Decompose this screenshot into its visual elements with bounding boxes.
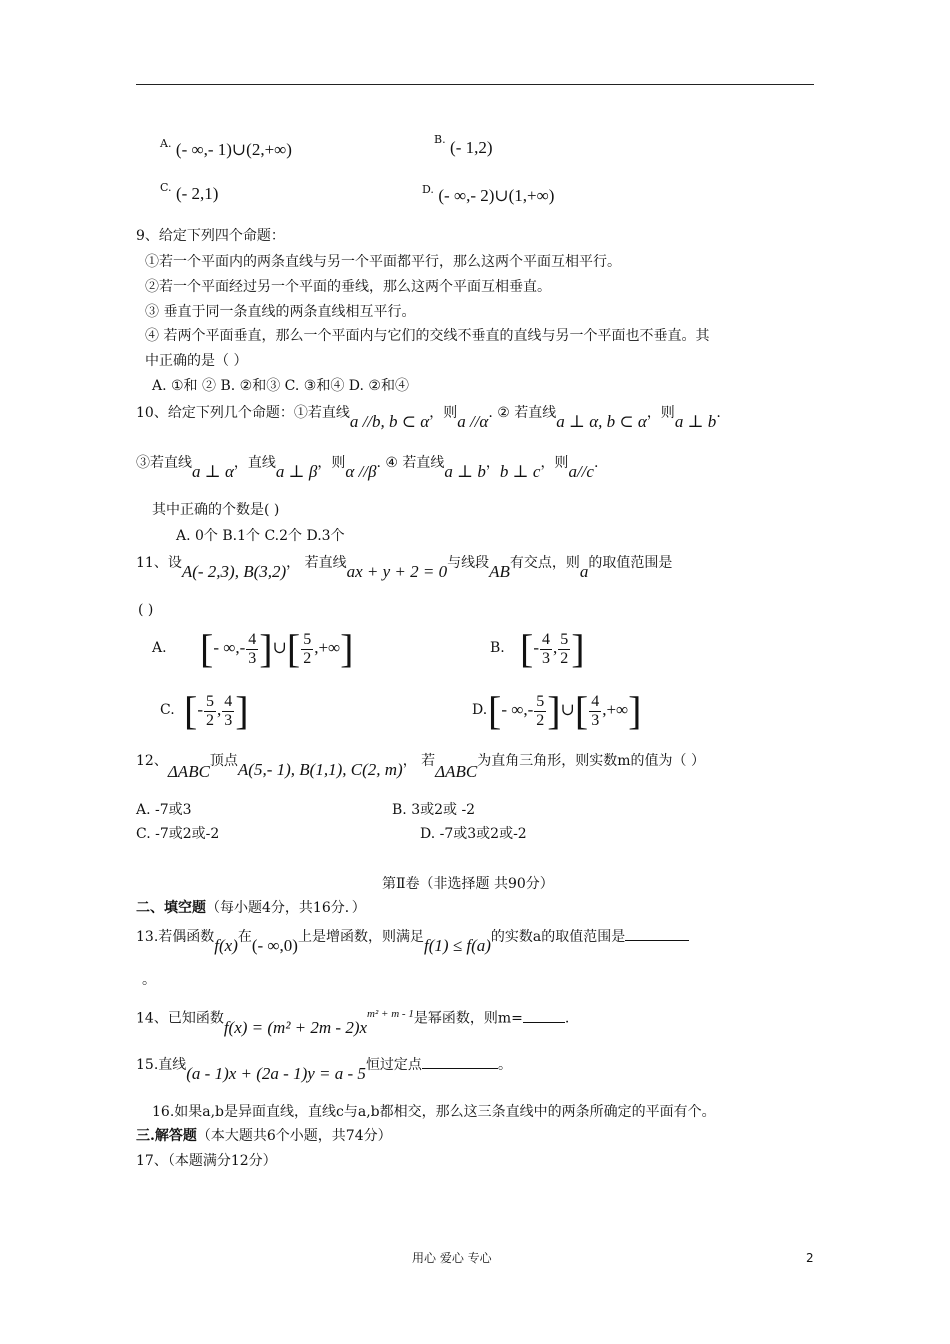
answer-blank[interactable] xyxy=(523,1022,565,1023)
q11-option-a-label: A. xyxy=(152,640,167,656)
page-number: 2 xyxy=(806,1251,814,1265)
q14: 14、已知函数$f(x) = (m^2 + 2m - 2)x^{m^2 + m - 1}$是幂函数，则m= . xyxy=(136,1008,570,1037)
q13-end: 。 xyxy=(142,972,156,988)
q11-stem: 11、设A(- 2,3), B(3,2)， 若直线ax + y + 2 = 0与线段AB有交点，则a的取值范围是 xyxy=(136,555,673,581)
q9-stem: 9、给定下列四个命题： xyxy=(136,228,285,244)
q12-option-c: C. -7或2或-2 xyxy=(136,826,220,842)
q8-option-b: $^{B.}$ (- 1,2) xyxy=(434,133,493,157)
q9-proposition-4-cont: 中正确的是（ ） xyxy=(145,353,248,369)
q11-paren: ( ) xyxy=(138,602,154,618)
answer-blank[interactable] xyxy=(422,1068,498,1069)
q10-line-2: ③若直线a ⊥ α，直线a ⊥ β，则α //β. ④ 若直线a ⊥ b，b ⊥ c，则a//c. xyxy=(136,455,599,481)
q9-options: A. ①和 ② B. ②和③ C. ③和④ D. ②和④ xyxy=(152,378,409,394)
q12-option-b: B. 3或2或 -2 xyxy=(392,802,476,818)
q15: 15.直线(a - 1)x + (2a - 1)y = a - 5恒过定点 。 xyxy=(136,1057,512,1083)
q12-option-d: D. -7或3或2或-2 xyxy=(420,826,527,842)
q11-option-b-label: B. xyxy=(490,640,505,656)
part2-title: 第Ⅱ卷（非选择题 共90分） xyxy=(382,876,554,892)
q11-option-b: [- $\frac{4}{3}$ , $\frac{5}{2}$ ] xyxy=(520,626,585,671)
q11-option-d: [- ∞,- $\frac{5}{2}$ ]∪[ $\frac{4}{3}$ ,+∞] xyxy=(488,688,642,733)
q10-line-1: 10、给定下列几个命题：①若直线a //b, b ⊂ α，则a //α. ② 若直线a ⊥ α, b ⊂ α，则a ⊥ b. xyxy=(136,405,721,431)
q9-proposition-1: ①若一个平面内的两条直线与另一个平面都平行，那么这两个平面互相平行。 xyxy=(145,254,621,270)
q8-option-d: $^{D.}$ (- ∞,- 2)∪(1,+∞) xyxy=(422,183,555,205)
section2-heading: 二、填空题（每小题4分，共16分．） xyxy=(136,900,366,916)
q10-options: A. 0个 B.1个 C.2个 D.3个 xyxy=(176,528,345,544)
q9-proposition-3: ③ 垂直于同一条直线的两条直线相互平行。 xyxy=(145,304,416,320)
footer-motto: 用心 爱心 专心 xyxy=(412,1251,492,1265)
q12-stem: 12、ΔABC顶点A(5,- 1), B(1,1), C(2, m)， 若ΔABC为直角三角形，则实数m的值为（ ） xyxy=(136,753,705,781)
header-rule xyxy=(136,84,814,85)
q8-option-a: $^{A.}$ (- ∞,- 1)∪(2,+∞) xyxy=(160,137,292,159)
q8-option-c: $^{C.}$ (- 2,1) xyxy=(160,181,219,203)
q11-option-c: [- $\frac{5}{2}$ , $\frac{4}{3}$ ] xyxy=(184,688,249,733)
q17: 17、（本题满分12分） xyxy=(136,1153,277,1169)
q16: 16.如果a,b是异面直线，直线c与a,b都相交，那么这三条直线中的两条所确定的平面有个。 xyxy=(152,1104,716,1120)
q11-option-a: [- ∞,- $\frac{4}{3}$ ]∪[ $\frac{5}{2}$ ,+∞] xyxy=(200,626,354,671)
q12-option-a: A. -7或3 xyxy=(136,802,192,818)
q13: 13.若偶函数f(x)在(- ∞,0)上是增函数，则满足f(1) ≤ f(a)的实数a的取值范围是 xyxy=(136,926,689,947)
answer-blank[interactable] xyxy=(625,940,689,941)
q9-proposition-4: ④ 若两个平面垂直，那么一个平面内与它们的交线不垂直的直线与另一个平面也不垂直。其 xyxy=(145,328,710,344)
q10-tail: 其中正确的个数是( ) xyxy=(152,502,280,518)
section3-heading: 三.解答题（本大题共6个小题，共74分） xyxy=(136,1128,392,1144)
q9-proposition-2: ②若一个平面经过另一个平面的垂线，那么这两个平面互相垂直。 xyxy=(145,279,551,295)
q11-option-c-label: C. xyxy=(160,702,175,718)
q11-option-d-label: D. xyxy=(472,702,488,718)
